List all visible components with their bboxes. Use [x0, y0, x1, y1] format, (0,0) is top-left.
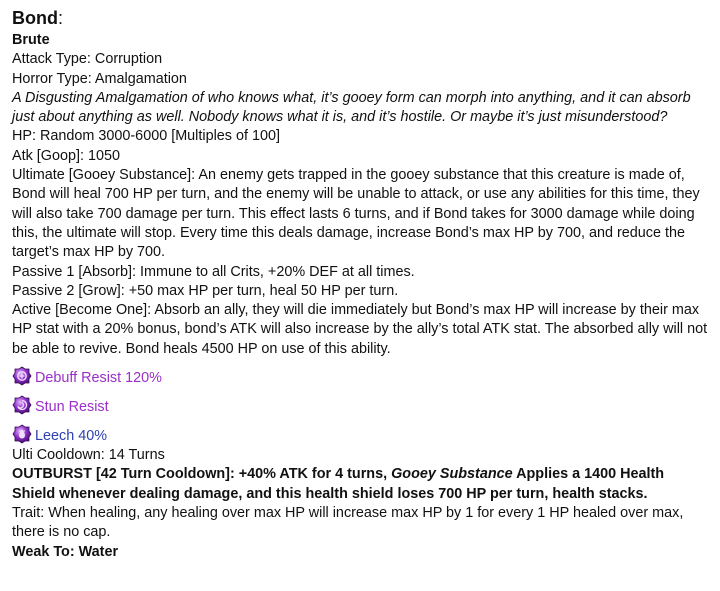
- passive-1: Passive 1 [Absorb]: Immune to all Crits, +20% DEF at all times.: [12, 263, 415, 280]
- outburst-text-2: Applies a 1400 Health Shield whenever dealing damage, and this health shield loses 700 HP per turn, health stacks.: [12, 466, 665, 502]
- outburst: [12, 465, 708, 504]
- leech-icon: [12, 424, 32, 444]
- title-colon: :: [57, 8, 63, 28]
- attack-type: Attack Type: Corruption: [12, 51, 163, 68]
- status-label: Debuff Resist 120%: [35, 370, 162, 387]
- horror-type: Horror Type: Amalgamation: [12, 70, 187, 87]
- passive-2: Passive 2 [Grow]: +50 max HP per turn, heal 50 HP per turn.: [12, 282, 399, 299]
- character-title: [12, 7, 708, 29]
- weak-to: Weak To: Water: [12, 543, 119, 560]
- outburst-text-1: OUTBURST [42 Turn Cooldown]: +40% ATK for 4 turns,: [12, 466, 392, 483]
- status-label: Leech 40%: [35, 428, 108, 445]
- hp-stat: HP: Random 3000-6000 [Multiples of 100]: [12, 128, 280, 145]
- status-stun-resist: [12, 388, 708, 417]
- atk-stat: Atk [Goop]: 1050: [12, 147, 121, 164]
- description: A Disgusting Amalgamation of who knows what, it’s gooey form can morph into anything, and it can absorb just about anything as well. Nobody knows what it is, and it’s hostile. Or maybe it’s just misunderstood?: [12, 89, 691, 126]
- ultimate-ability: Ultimate [Gooey Substance]: An enemy gets trapped in the gooey substance that this creature is made of, Bond will heal 700 HP per turn, and the enemy will be unable to attack, or use any abilities for this time, they will also take 700 damage per turn. This effect lasts 6 turns, and if Bond takes for 3000 damage while doing this, the ultimate will stop. Every time this deals damage, increase Bond’s max HP by 700, and reduce the target’s max HP by 700.: [12, 167, 700, 261]
- status-label: Stun Resist: [35, 399, 109, 416]
- ulti-cooldown: Ulti Cooldown: 14 Turns: [12, 447, 165, 464]
- trait: Trait: When healing, any healing over max HP will increase max HP by 1 for every 1 HP healed over max, there is no cap.: [12, 504, 684, 541]
- active-ability: Active [Become One]: Absorb an ally, they will die immediately but Bond’s max HP will increase by their max HP stat with a 20% bonus, bond’s ATK will also increase by the ally’s total ATK stat. The absorbed ally will not be able to revive. Bond heals 4500 HP on use of this ability.: [12, 302, 708, 357]
- character-name: Bond: [12, 8, 58, 28]
- character-class: Brute: [12, 32, 50, 48]
- status-leech: [12, 417, 708, 446]
- debuff-resist-icon: [12, 366, 32, 386]
- stun-resist-icon: [12, 395, 32, 415]
- outburst-italic: Gooey Substance: [391, 466, 513, 483]
- status-debuff-resist: [12, 359, 708, 388]
